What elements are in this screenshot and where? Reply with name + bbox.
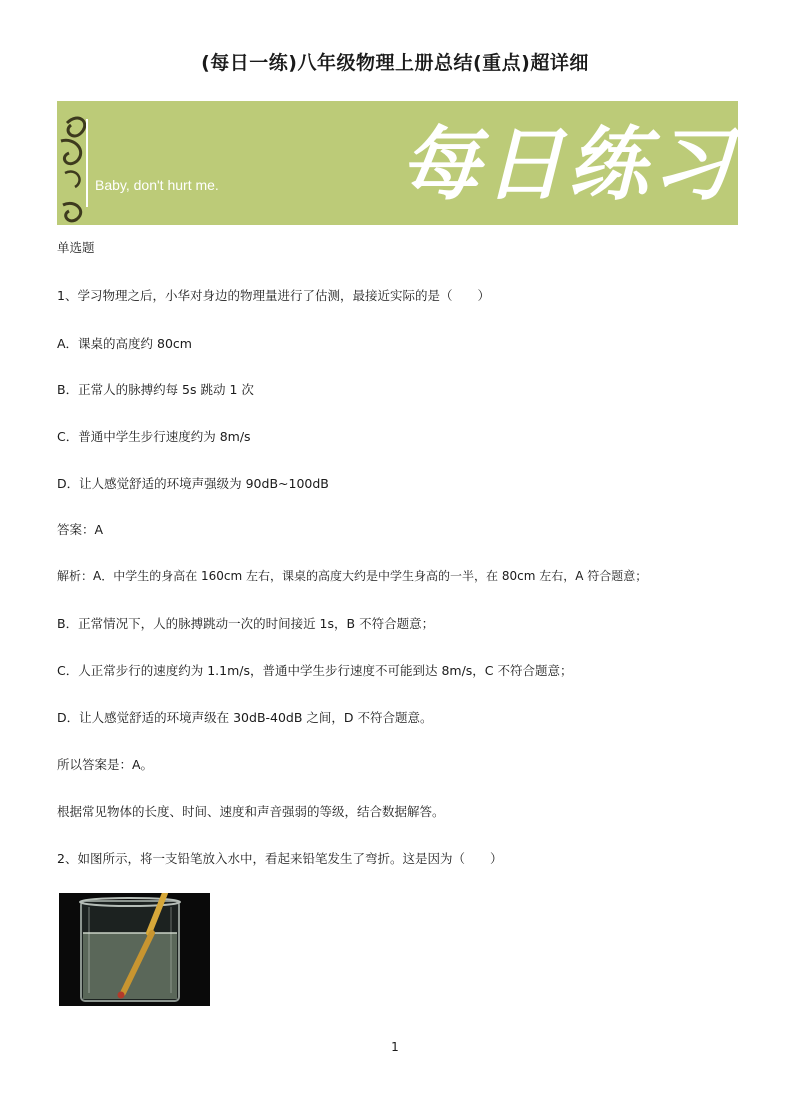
daily-practice-banner — [57, 101, 738, 225]
page-number: 1 — [391, 1040, 399, 1054]
question-1-conclusion: 所以答案是：A。 — [57, 757, 154, 772]
question-1-option-b: B．正常人的脉搏约每 5s 跳动 1 次 — [57, 382, 254, 397]
question-1-option-c: C．普通中学生步行速度约为 8m/s — [57, 429, 251, 444]
banner-heading: 每日练习 — [400, 117, 736, 211]
question-1-explanation-b: B．正常情况下，人的脉搏跳动一次的时间接近 1s，B 不符合题意； — [57, 616, 435, 631]
banner-tagline: Baby, don't hurt me. — [95, 177, 219, 193]
question-1-summary: 根据常见物体的长度、时间、速度和声音强弱的等级，结合数据解答。 — [57, 804, 445, 819]
question-1-answer: 答案：A — [57, 522, 104, 537]
question-1-explanation-d: D．让人感觉舒适的环境声级在 30dB-40dB 之间，D 不符合题意。 — [57, 710, 433, 725]
page-title: (每日一练)八年级物理上册总结(重点)超详细 — [201, 52, 589, 74]
question-1-explanation-a: 解析：A．中学生的身高在 160cm 左右，课桌的高度大约是中学生身高的一半，在 80cm 左右，A 符合题意； — [57, 569, 648, 583]
section-heading: 单选题 — [57, 240, 95, 255]
pencil-in-water-photo — [59, 893, 210, 1006]
swirl-decoration-icon — [57, 101, 97, 225]
question-2-stem: 2、如图所示，将一支铅笔放入水中，看起来铅笔发生了弯折。这是因为（ ） — [57, 851, 503, 866]
question-1-option-a: A．课桌的高度约 80cm — [57, 336, 192, 351]
question-1-option-d: D．让人感觉舒适的环境声强级为 90dB~100dB — [57, 476, 329, 491]
banner-divider — [86, 119, 88, 207]
question-1-stem: 1、学习物理之后，小华对身边的物理量进行了估测，最接近实际的是（ ） — [57, 288, 490, 303]
question-1-explanation-c: C．人正常步行的速度约为 1.1m/s，普通中学生步行速度不可能到达 8m/s，C 不符合题意； — [57, 663, 573, 678]
